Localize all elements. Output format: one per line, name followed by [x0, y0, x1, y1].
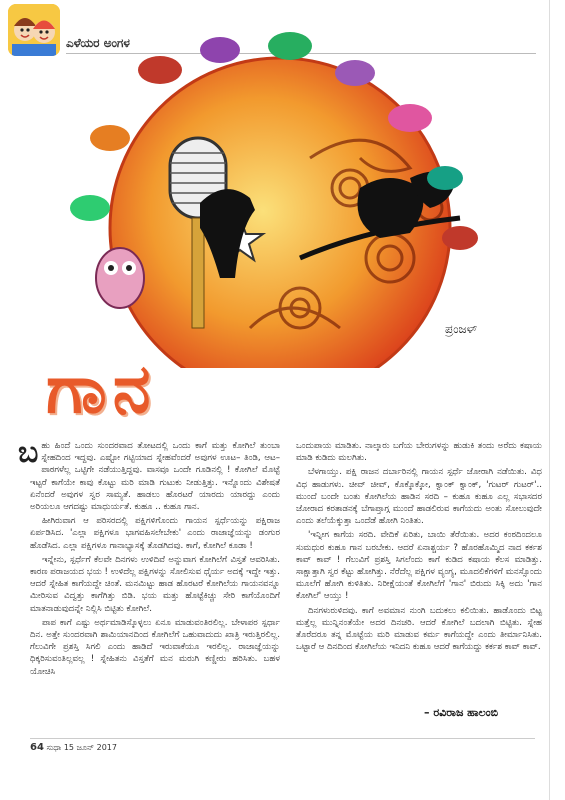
paragraph: ಪಾಪ ಕಾಗೆ ಎಷ್ಟು ಅರ್ಥಮಾಡಿಸ್ಕೊಳ್ಳಲು ಏನೂ ಮಾಡುವಂತಿರಲಿಲ್ಲ. ಬೇಳಾಪರ ಸ್ಪರ್ಧಾ ದಿನ. ಅತ್ತೇ ಸುಂದರವಾಗಿ ಶಾಮಿಯಾನದಿಂದ ಕೋಗಿಲೆಗೆ ಒಹುವಾದುದು ಖಾತ್ರಿ ಇರುತ್ತಿರಲಿಲ್ಲ. ಗೆಲುವಿಗೇ ಪ್ರಶಸ್ತಿ ಸಿಗಲಿ ಎಂದು ಹಾಡಿದೆ ಇರುವಾಕೆಯೂ ಇರಲಿಲ್ಲ. ರಾಜಾಜ್ಞೆಯನ್ನು ಧಿಕ್ಕರಿಸುವಂತಿಲ್ಲವಲ್ಲ ! ಸ್ನೇಹಿತನು ವಿಸ್ತತೆಗೆ ಮನ ಮರುಗಿ ಕಣ್ಣೀರು ಹರಿಸಿತು. ಬಹಳ ಯೋಚಿಸಿ — [30, 617, 280, 677]
page-footer — [30, 742, 117, 753]
paragraph: ಬೆಳಗಾಯ್ತು. ಪಕ್ಷಿ ರಾಜನ ದರ್ಬಾರಿನಲ್ಲಿ ಗಾಯನ ಸ್ಪರ್ಧೆ ಜೋರಾಗಿ ನಡೆಯಿತು. ವಿಧ ವಿಧ ಹಾಡುಗಳು. ಚೀವ್ ಚೀವ್, ಕೊಕ್ಕೊಕ್ಕೋ, ಕ್ವಾಂಕ್ ಕ್ವಾಂಕ್, 'ಗುಟರ್ ಗುಟರ್'.. ಮುಂದೆ ಬಂದೇ ಬಂತು ಕೋಗಿಲೆಯ ಹಾಡಿನ ಸರದಿ – ಕುಹೂ ಕುಹೂ ಎಲ್ಲ ಸಭಾಸದರ ಜೋರಾದ ಕರತಾಡನಕ್ಕೆ ಬೆಗಾಪ್ತಾಗ್ಗ ಮುಂದೆ ಹಾಡಲಿರುವ ಕಾಗೆಯದು ಅಂತು ಸೋಲುವುದೇ ಎಂದು ತಲೆಯೆಕ್ಕುತ್ತಾ ಒಂದೆಡೆ ಹೋಗಿ ನಿಂತಿತು. — [296, 467, 542, 527]
footer-divider — [30, 738, 535, 739]
article-column-left — [18, 435, 280, 680]
paragraph: ಹೀಗಿರುವಾಗ ಆ ಪರಿಸರದಲ್ಲಿ ಪಕ್ಷಿಗಳಿಗೊಂದು ಗಾಯನ ಸ್ಪರ್ಧೆಯನ್ನು ಪಕ್ಷಿರಾಜ ಏರ್ಪಡಿಸಿದ. 'ಎಲ್ಲಾ ಪಕ್ಷಿಗಳೂ ಭಾಗವಹಿಸಲೇಬೇಕು' ಎಂದು ರಾಜಾಜ್ಞೆಯನ್ನು ಡಂಗುರ ಹೊಡೆಸಿದ. ಎಲ್ಲಾ ಪಕ್ಷಿಗಳೂ ಗಾನಾಭ್ಯಾಸಕ್ಕೆ ತೊಡಗಿದವು. ಕಾಗೆ, ಕೋಗಿಲೆ ಕೂಡಾ ! — [30, 516, 280, 551]
paragraph: ಒಂದುಪಾಯ ಮಾಡಿತು. ನಾಲ್ಕಾರು ಬಗೆಯ ಬೇರುಗಳನ್ನು ಹುಡುಕಿ ತಂದು ಅರೆದು ಕಷಾಯ ಮಾಡಿ ಕುಡಿದು ಮಲಗಿತು. — [296, 441, 542, 464]
bird-icon — [335, 60, 375, 86]
paragraph: ದಿನಗಳುರುಳಿದವು. ಕಾಗೆ ಅವಮಾನ ನುಂಗಿ ಬದುಕಲು ಕಲಿಯಿತು. ಹಾಡೊಂದು ಬಿಟ್ಟ ಮತ್ತೆಲ್ಲ ಮುನ್ನಿನಂತೆಯೇ ಅದರ ದಿನಚರಿ. ಆದರೆ ಕೋಗಿಲೆ ಬದಲಾಗಿ ಬಿಟ್ಟಿತು. ಸ್ನೇಹ ತೊರೆದರೂ ತನ್ನ ಮೊಟ್ಟೆಯ ಮರಿ ಮಾಡುವ ಕರ್ಮ ಕಾಗೆಯದ್ದೇ ಎಂದು ತೀರ್ಮಾನಿಸಿತು. ಒಟ್ಟಾರೆ ಆ ದಿನದಿಂದ ಕೋಗಿಲೆಯ ಇನಿದನಿ ಕುಹೂ ಆದರೆ ಕಾಗೆಯದ್ದು ಕರ್ಕಶ ಕಾವ್ ಕಾವ್. — [296, 605, 542, 653]
page-edge-rule — [549, 0, 550, 800]
article-title: ಗಾನ — [46, 349, 157, 429]
author-byline: – ರವಿರಾಜ ಹಾಲಂಬಿ — [424, 706, 499, 719]
paragraph: ಬಹು ಹಿಂದೆ ಒಂದು ಸುಂದರವಾದ ತೋಟದಲ್ಲಿ ಒಂದು ಕಾಗೆ ಮತ್ತು ಕೋಗಿಲೆ ತುಂಬಾ ಸ್ನೇಹದಿಂದ ಇದ್ದವು. ಎಷ್ಟೋ ಗಟ್ಟಿಯಾದ ಸ್ನೇಹವೆಂದರೆ ಅವುಗಳ ಊಟ– ತಿಂಡಿ, ಆಟ– ಪಾಠಗಳೆಲ್ಲ ಒಟ್ಟಿಗೇ ನಡೆಯುತ್ತಿದ್ದವು. ವಾಸವೂ ಒಂದೇ ಗೂಡಿನಲ್ಲಿ ! ಕೋಗಿಲೆ ಮೊಟ್ಟೆ ಇಟ್ಟರೆ ಕಾಗೆಯೇ ಕಾವು ಕೊಟ್ಟು ಮರಿ ಮಾಡಿ ಗುಟುಕು ನೀಡುತ್ತಿತ್ತು. ಇನ್ನೊಂದು ವಿಶೇಷತೆ ಏನೆಂದರೆ ಅವುಗಳ ಸ್ವರ ಸಾಮ್ಯತೆ. ಹಾಡಲು ಹೊರಟರೆ ಯಾರದು ಯಾರದ್ದು ಎಂದು ಅರಿಯಲೂ ಆಗದಷ್ಟು ಮಾಧುರ್ಯತೆ. ಕುಹೂ .. ಕುಹೂ ಗಾನ. — [18, 435, 280, 513]
bird-icon — [138, 56, 182, 84]
bird-icon — [268, 32, 312, 60]
paragraph: ಇನ್ನೇನು, ಸ್ಪರ್ಧೆಗೆ ಕೆಲವೇ ದಿನಗಳು ಉಳಿದಿವೆ ಅನ್ನುವಾಗ ಕೋಗಿಲೆಗೆ ವಿಸ್ತತೆ ಆವರಿಸಿತು. ಕಾರಣ ಪರಾಜಯದ ಭಯ ! ಉಳಿದೆಲ್ಲ ಪಕ್ಷಿಗಳನ್ನು ಸೋಲಿಸುವ ಧೈರ್ಯ ಅದಕ್ಕೆ ಇದ್ದೇ ಇತ್ತು. ಆದರೆ ಸ್ನೇಹಿತ ಕಾಗೆಯದ್ದೇ ಚಿಂತೆ. ಮನಮಿಟ್ಟು ಹಾಡ ಹೊರಟರೆ ಕೋಗಿಲೆಯ ಗಾಯನವನ್ನೂ ಮೀರಿಸುವ ವಿದ್ವತ್ತು ಕಾಗೆಗಿತ್ತು ಬಿಡಿ. ಭಯ ಮತ್ತು ಹೊಟ್ಟೆಕಿಚ್ಚು ಸೇರಿ ಕಾಗೆಯೊಂದಿಗೆ ಮಾತನಾಡುವುದನ್ನೇ ನಿಲ್ಲಿಸಿ ಬಿಟ್ಟಿತು ಕೋಗಿಲೆ. — [30, 554, 280, 614]
bird-icon — [388, 104, 432, 132]
bird-icon — [427, 166, 463, 190]
bird-icon — [442, 226, 478, 250]
issue-date: 15 ಜೂನ್ 2017 — [63, 743, 117, 752]
bird-icon — [90, 125, 130, 151]
magazine-name: ಸುಧಾ — [46, 743, 62, 752]
artist-signature: ಪ್ರಂಜಳ್ — [445, 322, 478, 336]
page-number: 64 — [30, 742, 44, 753]
drop-cap: ಬ — [18, 435, 39, 470]
section-label: ಎಳೆಯರ ಅಂಗಳ — [66, 36, 130, 50]
owl-icon — [96, 248, 144, 308]
hero-illustration — [50, 28, 530, 368]
paragraph: 'ಇನ್ನೀಗ ಕಾಗೆಯ ಸರದಿ. ವೇದಿಕೆ ಏರಿತು, ಬಾಯಿ ತೆರೆಯಿತು. ಅದರ ಕಂಠದಿಂದಲೂ ಸುಮಧುರ ಕುಹೂ ಗಾನ ಬರಬೇಕು. ಆದರೆ ಏನಾಶ್ಚರ್ಯ ? ಹೊರಹೊಮ್ಮಿದ ನಾದ ಕರ್ಕಶ ಕಾವ್ ಕಾವ್ ! ಗೆಲುವಿಗೆ ಪ್ರಶಸ್ತಿ ಸಿಗಲೆಂದು ಕಾಗೆ ಕುಡಿದ ಕಷಾಯ ಕೆಲಸ ಮಾಡಿತ್ತು. ಸಾಕ್ಷಾತ್ತಾಗಿ ಸ್ವರ ಕೆಟ್ಟು ಹೋಗಿತ್ತು. ನೆರೆದೆಲ್ಲ ಪಕ್ಷಿಗಳ ವ್ಯಂಗ್ಯ, ಮೂದಲಿಕೆಗಳಿಗೆ ಮನಸ್ಸೊಂದು ಮೂಲೆಗೆ ಹೋಗಿ ಕುಳಿತಿತು. ನಿರೀಕ್ಷೆಯಂತೆ ಕೋಗಿಲೆಗೆ 'ಗಾನ' ಬಿರುದು ಸಿಕ್ಕಿ ಅದು 'ಗಾನ ಕೋಗಿಲೆ' ಆಯ್ತು ! — [296, 530, 542, 602]
article-column-right — [296, 440, 542, 655]
bird-icon — [200, 37, 240, 63]
bird-icon — [70, 195, 110, 221]
